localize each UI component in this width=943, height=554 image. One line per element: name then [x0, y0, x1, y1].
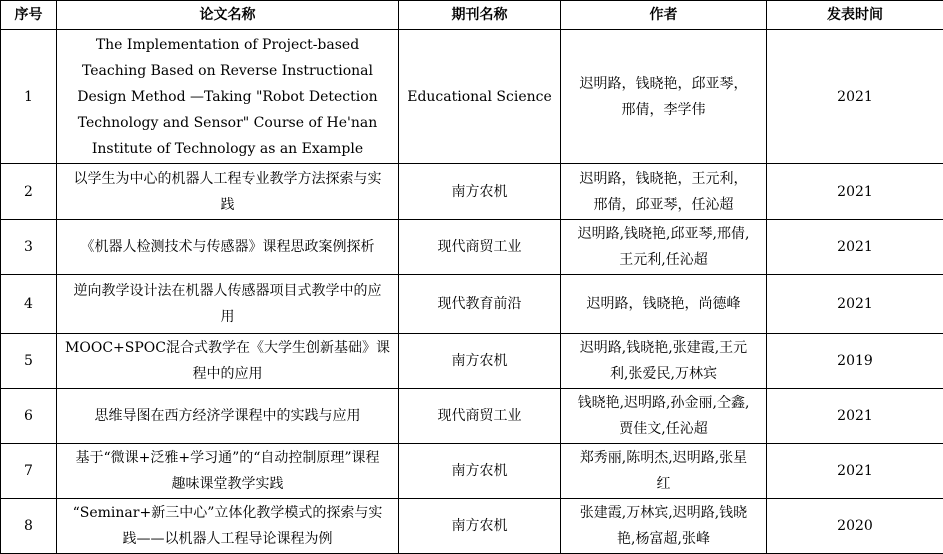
cell-index: 6 — [1, 389, 57, 444]
cell-title: MOOC+SPOC混合式教学在《大学生创新基础》课程中的应用 — [57, 334, 399, 389]
cell-journal: 南方农机 — [399, 499, 561, 554]
cell-journal: 现代教育前沿 — [399, 275, 561, 334]
table-row — [1, 334, 943, 389]
table-row — [1, 499, 943, 554]
cell-date: 2019 — [767, 334, 943, 389]
cell-date: 2021 — [767, 389, 943, 444]
cell-journal: 现代商贸工业 — [399, 389, 561, 444]
cell-index: 4 — [1, 275, 57, 334]
cell-index: 2 — [1, 164, 57, 220]
cell-authors: 张建霞,万林宾,迟明路,钱晓艳,杨富超,张峰 — [561, 499, 767, 554]
cell-date: 2020 — [767, 499, 943, 554]
cell-title: 逆向教学设计法在机器人传感器项目式教学中的应用 — [57, 275, 399, 334]
table-row — [1, 444, 943, 499]
cell-title: 《机器人检测技术与传感器》课程思政案例探析 — [57, 220, 399, 275]
cell-authors: 郑秀丽,陈明杰,迟明路,张星红 — [561, 444, 767, 499]
table-row — [1, 220, 943, 275]
cell-journal: 南方农机 — [399, 444, 561, 499]
table-row — [1, 275, 943, 334]
cell-authors: 迟明路,钱晓艳,张建霞,王元利,张爱民,万林宾 — [561, 334, 767, 389]
cell-title: 思维导图在西方经济学课程中的实践与应用 — [57, 389, 399, 444]
cell-journal: 现代商贸工业 — [399, 220, 561, 275]
table-row — [1, 30, 943, 164]
cell-index: 8 — [1, 499, 57, 554]
cell-index: 7 — [1, 444, 57, 499]
header-row — [1, 1, 943, 30]
cell-authors: 迟明路，钱晓艳，尚德峰 — [561, 275, 767, 334]
header-authors: 作者 — [561, 1, 767, 30]
header-title: 论文名称 — [57, 1, 399, 30]
cell-authors: 迟明路，钱晓艳，邱亚琴，邢倩，李学伟 — [561, 30, 767, 164]
cell-authors: 钱晓艳,迟明路,孙金丽,仝鑫,贾佳文,任沁超 — [561, 389, 767, 444]
cell-date: 2021 — [767, 275, 943, 334]
cell-journal: 南方农机 — [399, 164, 561, 220]
cell-title: The Implementation of Project-based Teaching Based on Reverse Instructional Design Method —Taking "Robot Detection Technology and Sensor" Course of He'nan Institute of Technology as an Example — [57, 30, 399, 164]
cell-title: 以学生为中心的机器人工程专业教学方法探索与实践 — [57, 164, 399, 220]
table-row — [1, 164, 943, 220]
cell-date: 2021 — [767, 164, 943, 220]
cell-date: 2021 — [767, 220, 943, 275]
cell-authors: 迟明路,钱晓艳,邱亚琴,邢倩,王元利,任沁超 — [561, 220, 767, 275]
header-date: 发表时间 — [767, 1, 943, 30]
cell-journal: Educational Science — [399, 30, 561, 164]
cell-title: 基于“微课+泛雅+学习通”的“自动控制原理”课程趣味课堂教学实践 — [57, 444, 399, 499]
table-row — [1, 389, 943, 444]
cell-date: 2021 — [767, 30, 943, 164]
cell-index: 1 — [1, 30, 57, 164]
header-index: 序号 — [1, 1, 57, 30]
cell-title: “Seminar+新三中心”立体化教学模式的探索与实践——以机器人工程导论课程为例 — [57, 499, 399, 554]
cell-date: 2021 — [767, 444, 943, 499]
cell-journal: 南方农机 — [399, 334, 561, 389]
cell-index: 5 — [1, 334, 57, 389]
cell-authors: 迟明路，钱晓艳，王元利，邢倩，邱亚琴，任沁超 — [561, 164, 767, 220]
cell-index: 3 — [1, 220, 57, 275]
header-journal: 期刊名称 — [399, 1, 561, 30]
